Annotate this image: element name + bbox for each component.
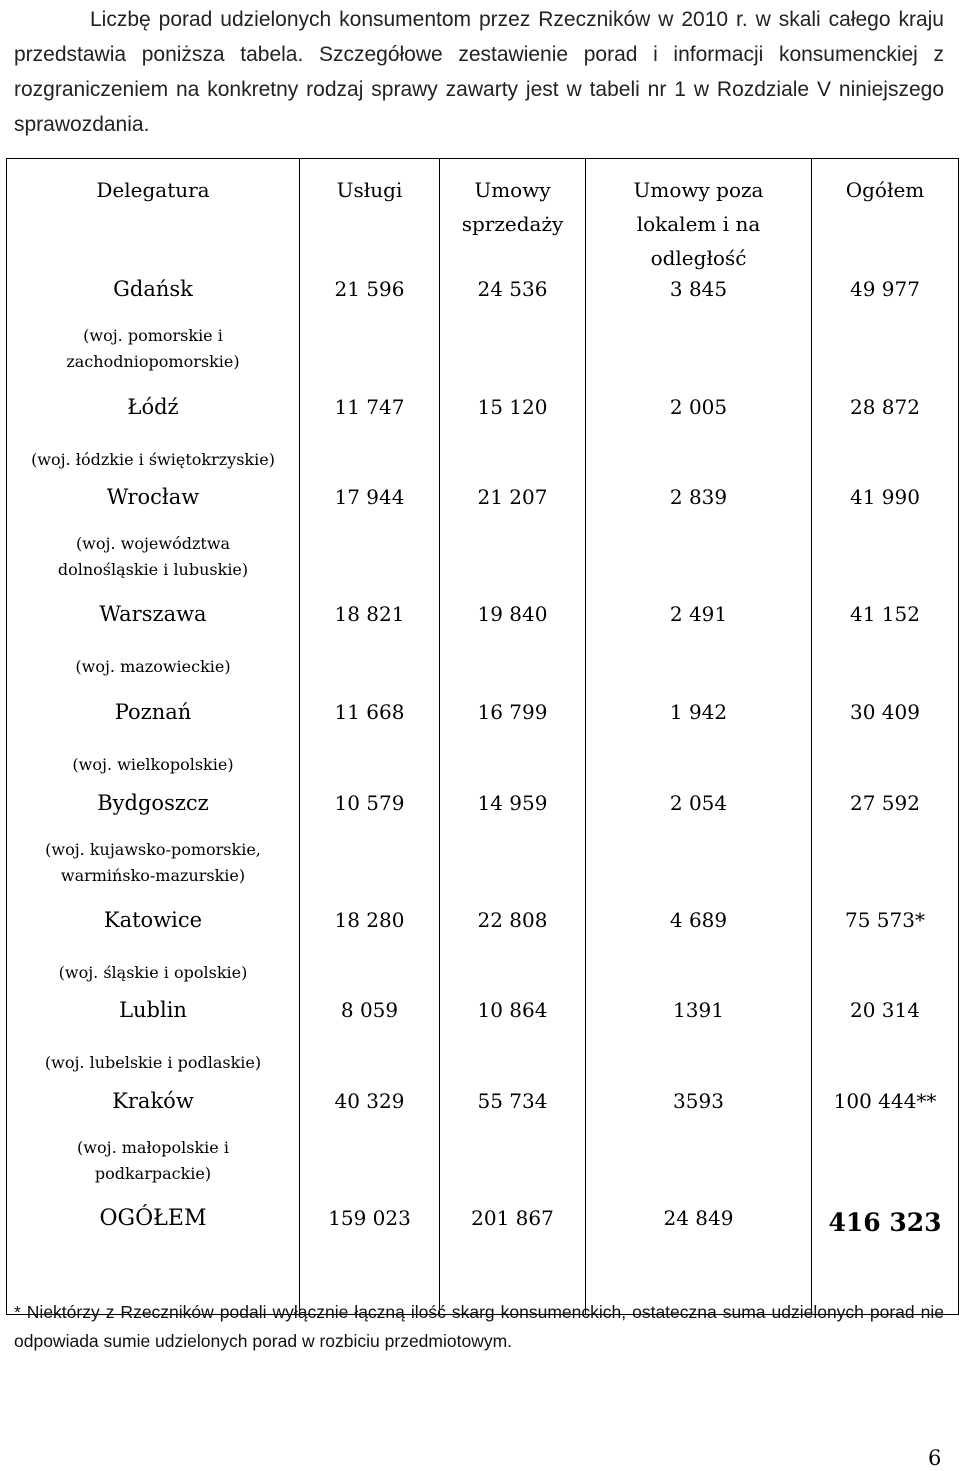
cell-uslugi: 11 747 xyxy=(300,393,440,483)
total-ogolem: 416 323 xyxy=(828,1208,942,1237)
cell-sprzedaz: 21 207 xyxy=(440,483,586,600)
row-delegatura xyxy=(7,600,300,698)
total-uslugi: 159 023 xyxy=(300,1204,440,1314)
cell-uslugi: 17 944 xyxy=(300,483,440,600)
cell-ogolem: 49 977 xyxy=(812,275,959,393)
cell-ogolem: 28 872 xyxy=(812,393,959,483)
cell-ogolem: 27 592 xyxy=(812,789,959,906)
cell-sprzedaz: 16 799 xyxy=(440,698,586,789)
cell-poza-lokalem: 2 839 xyxy=(586,483,812,600)
region-name: (woj. kujawsko-pomorskie, warmińsko-mazurskie) xyxy=(45,840,261,885)
city-name: Łódź xyxy=(127,395,179,419)
cell-uslugi: 21 596 xyxy=(300,275,440,393)
row-delegatura xyxy=(7,789,300,906)
header-uslugi: Usługi xyxy=(300,159,440,276)
header-umowy-sprzedazy: Umowy sprzedaży xyxy=(440,159,586,276)
region-name: (woj. wielkopolskie) xyxy=(72,755,234,774)
cell-sprzedaz: 14 959 xyxy=(440,789,586,906)
row-delegatura xyxy=(7,393,300,483)
region-name: (woj. lubelskie i podlaskie) xyxy=(44,1053,262,1072)
table-row xyxy=(7,698,959,789)
cell-poza-lokalem: 1391 xyxy=(586,996,812,1087)
region-name: (woj. łódzkie i świętokrzyskie) xyxy=(31,450,275,469)
cell-ogolem: 41 990 xyxy=(812,483,959,600)
table-row xyxy=(7,789,959,906)
page-number: 6 xyxy=(928,1446,942,1470)
total-poza-lokalem: 24 849 xyxy=(586,1204,812,1314)
table-header-row xyxy=(7,159,959,276)
table-row xyxy=(7,996,959,1087)
table-row xyxy=(7,600,959,698)
row-delegatura xyxy=(7,483,300,600)
cell-poza-lokalem: 2 054 xyxy=(586,789,812,906)
table-row xyxy=(7,275,959,393)
total-sprzedaz: 201 867 xyxy=(440,1204,586,1314)
cell-ogolem: 41 152 xyxy=(812,600,959,698)
cell-poza-lokalem: 2 491 xyxy=(586,600,812,698)
row-delegatura xyxy=(7,275,300,393)
table-row xyxy=(7,1087,959,1204)
cell-ogolem: 100 444** xyxy=(812,1087,959,1204)
table-row xyxy=(7,906,959,996)
cell-sprzedaz: 19 840 xyxy=(440,600,586,698)
header-ogolem: Ogółem xyxy=(812,159,959,276)
city-name: Gdańsk xyxy=(113,277,193,301)
intro-paragraph: Liczbę porad udzielonych konsumentom przez Rzeczników w 2010 r. w skali całego kraju przedstawia poniższa tabela. Szczegółowe zestawienie porad i informacji konsumenckiej z rozgraniczeniem na konkretny rodzaj sprawy zawarty jest w tabeli nr 1 w Rozdziale V niniejszego sprawozdania. xyxy=(14,8,944,136)
cell-poza-lokalem: 2 005 xyxy=(586,393,812,483)
city-name: Lublin xyxy=(119,998,187,1022)
region-name: (woj. województwa dolnośląskie i lubuskie) xyxy=(57,534,249,579)
region-name: (woj. małopolskie i podkarpackie) xyxy=(77,1138,229,1183)
consumer-advice-table xyxy=(6,158,959,1315)
row-delegatura xyxy=(7,906,300,996)
cell-uslugi: 8 059 xyxy=(300,996,440,1087)
row-delegatura xyxy=(7,996,300,1087)
city-name: Kraków xyxy=(112,1089,194,1113)
cell-ogolem: 20 314 xyxy=(812,996,959,1087)
cell-poza-lokalem: 3593 xyxy=(586,1087,812,1204)
cell-ogolem: 75 573* xyxy=(812,906,959,996)
city-name: Poznań xyxy=(114,700,192,724)
row-delegatura xyxy=(7,1087,300,1204)
cell-sprzedaz: 55 734 xyxy=(440,1087,586,1204)
cell-poza-lokalem: 4 689 xyxy=(586,906,812,996)
city-name: Bydgoszcz xyxy=(97,791,209,815)
table-row xyxy=(7,393,959,483)
city-name: Warszawa xyxy=(99,602,207,626)
city-name: Katowice xyxy=(103,908,203,932)
row-delegatura xyxy=(7,698,300,789)
cell-uslugi: 18 821 xyxy=(300,600,440,698)
header-umowy-poza-lokalem: Umowy poza lokalem i na odległość xyxy=(586,159,812,276)
city-name: Wrocław xyxy=(106,485,200,509)
region-name: (woj. śląskie i opolskie) xyxy=(58,963,248,982)
cell-uslugi: 40 329 xyxy=(300,1087,440,1204)
cell-sprzedaz: 24 536 xyxy=(440,275,586,393)
cell-uslugi: 10 579 xyxy=(300,789,440,906)
cell-uslugi: 18 280 xyxy=(300,906,440,996)
region-name: (woj. pomorskie i zachodniopomorskie) xyxy=(66,326,240,371)
header-delegatura: Delegatura xyxy=(7,159,300,276)
region-name: (woj. mazowieckie) xyxy=(75,657,231,676)
cell-uslugi: 11 668 xyxy=(300,698,440,789)
cell-poza-lokalem: 3 845 xyxy=(586,275,812,393)
total-label: OGÓŁEM xyxy=(99,1206,207,1231)
cell-poza-lokalem: 1 942 xyxy=(586,698,812,789)
cell-sprzedaz: 15 120 xyxy=(440,393,586,483)
table-row xyxy=(7,483,959,600)
cell-ogolem: 30 409 xyxy=(812,698,959,789)
cell-sprzedaz: 10 864 xyxy=(440,996,586,1087)
cell-sprzedaz: 22 808 xyxy=(440,906,586,996)
footnote: * Niektórzy z Rzeczników podali wyłącznie łączną ilość skarg konsumenckich, ostateczna suma udzielonych porad nie odpowiada sumie udzielonych porad w rozbiciu przedmiotowym. xyxy=(14,1302,944,1351)
